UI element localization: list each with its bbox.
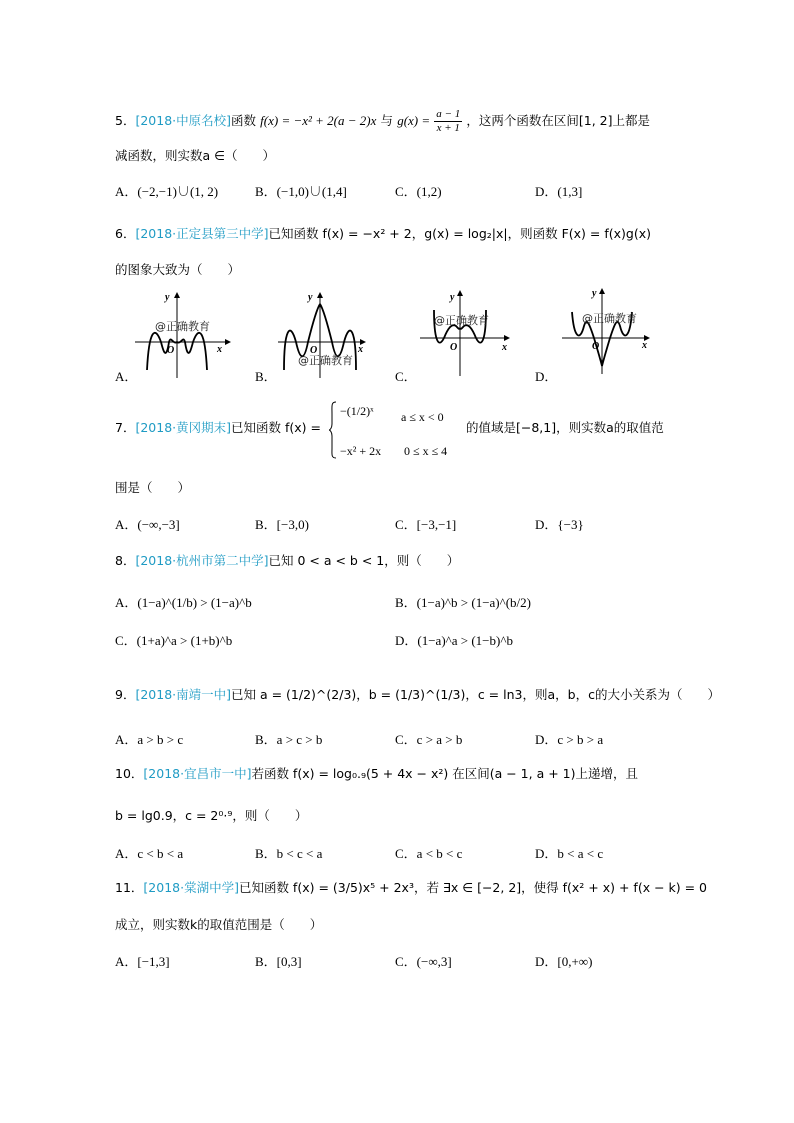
q9-line1 [115,685,720,703]
q5-source: [2018·中原名校] [135,113,231,128]
q6-source: [2018·正定县第三中学] [135,226,269,241]
graph-a-origin: O [167,345,175,356]
q10-option-d: D．b < a < c [535,846,604,861]
q9-option-b: B．a > c > b [255,732,323,747]
q7-cond2: 0 ≤ x ≤ 4 [404,444,448,458]
q7-option-c: C．[−3,−1] [395,517,457,532]
graph-b-watermark: @正确教育 [298,354,353,367]
q6-graph-c [420,288,520,382]
q8-line1 [115,551,459,569]
q11-option-b: B．[0,3] [255,954,302,969]
q5-text3: ，这两个函数在区间[1, 2]上都是 [466,113,650,128]
q11-text1: 已知函数 f(x) = (3/5)x⁵ + 2x³，若 ∃x ∈ [−2, 2]，使得 f(x² + x) + f(x − k) = 0 [238,880,708,895]
graph-a-curve-right [177,333,207,370]
q7-brace [328,400,338,460]
graph-d-watermark: @正确教育 [582,312,637,325]
graph-d-y-arrow [599,288,605,294]
q5-f: f(x) = −x² + 2(a − 2)x [260,113,377,128]
graph-b-svg [278,290,378,380]
graph-c-y-label: y [450,292,455,303]
q11-line2: 成立，则实数k的取值范围是（ ） [115,917,323,932]
q9-text1: 已知 a = (1/2)^(2/3)，b = (1/3)^(1/3)，c = ln3，则a，b，c的大小关系为（ ） [231,687,720,702]
q5-g-frac [434,108,462,135]
q10-source: [2018·宜昌市一中] [143,766,252,781]
q7-line2: 围是（ ） [115,480,191,495]
graph-a-svg [135,290,235,380]
graph-d-x-label: x [642,340,647,351]
q10-option-a: A．c < b < a [115,846,184,861]
q5-text1: 函数 [231,113,257,128]
q8-number: 8． [115,553,136,568]
q6-graph-b [278,290,378,384]
q7-piece2: −x² + 2x [340,444,382,458]
q10-text1: 若函数 f(x) = log₀.₉(5 + 4x − x²) 在区间(a − 1, a + 1)上递增，且 [251,766,638,781]
q6-option-c: C． [395,369,417,384]
q5-option-d: D．(1,3] [535,184,583,199]
q7-text2: 的值域是[−8,1]，则实数a的取值范 [466,420,664,435]
q7-piece1: −(1/2)ˣ [340,404,374,418]
graph-a-x-arrow [225,339,231,345]
q6-number: 6． [115,226,136,241]
q10-option-b: B．b < c < a [255,846,323,861]
q6-graph-d [562,286,662,380]
graph-b-y-arrow [317,292,323,298]
q7-option-b: B．[−3,0) [255,517,309,532]
q7-text1: 已知函数 f(x) = [231,420,321,435]
graph-c-y-arrow [457,290,463,296]
q11-option-a: A．[−1,3] [115,954,170,969]
q5-g-num: a − 1 [436,108,461,120]
q8-option-a: A．(1−a)^(1/b) > (1−a)^b [115,595,252,610]
q11-number: 11． [115,880,144,895]
q9-number: 9． [115,687,136,702]
q5-option-c: C．(1,2) [395,184,442,199]
q8-option-b: B．(1−a)^b > (1−a)^(b/2) [395,595,531,610]
graph-b-origin: O [310,345,318,356]
q5-text2: 与 [380,113,394,128]
q5-option-a: A．(−2,−1)∪(1, 2) [115,184,219,199]
q6-graph-a [135,290,235,384]
q10-line2: b = lg0.9，c = 2⁰·⁹，则（ ） [115,808,308,823]
q7-line1 [115,418,321,436]
q10-number: 10． [115,766,144,781]
q6-option-b: B． [255,369,277,384]
q5-number: 5． [115,113,136,128]
q7-brace-path [329,402,336,458]
q9-option-d: D．c > b > a [535,732,604,747]
q6-text1: 已知函数 f(x) = −x² + 2，g(x) = log₂|x|，则函数 F(x) = f(x)g(x) [268,226,651,241]
graph-a-watermark: @正确教育 [155,320,210,333]
q8-source: [2018·杭州市第二中学] [135,553,269,568]
graph-c-x-arrow [504,335,510,341]
graph-c-watermark: @正确教育 [434,314,489,327]
q11-option-d: D．[0,+∞) [535,954,593,969]
q7-option-d: D．{−3} [535,517,584,532]
graph-d-svg [562,286,662,376]
q11-option-c: C．(−∞,3] [395,954,452,969]
graph-b-x-label: x [358,344,363,355]
q9-source: [2018·南靖一中] [135,687,231,702]
q11-line1 [115,878,707,896]
q6-option-d: D． [535,369,558,384]
q11-source: [2018·棠湖中学] [143,880,239,895]
graph-a-x-label: x [217,344,222,355]
q7-option-a: A．(−∞,−3] [115,517,180,532]
graph-a-y-label: y [165,292,170,303]
q10-option-c: C．a < b < c [395,846,463,861]
q6-line1 [115,224,651,242]
q9-option-a: A．a > b > c [115,732,184,747]
q8-option-d: D．(1−a)^a > (1−b)^b [395,633,513,648]
graph-a-y-arrow [174,292,180,298]
graph-c-origin: O [450,342,458,353]
graph-c-x-label: x [502,342,507,353]
q6-line2: 的图象大致为（ ） [115,262,241,277]
q5-line2: 减函数，则实数a ∈（ ） [115,148,276,163]
q5-g-lhs: g(x) = [397,113,431,128]
q10-line1 [115,764,638,782]
q5-option-b: B．(−1,0)∪(1,4] [255,184,347,199]
q5-g-den: x + 1 [436,122,460,134]
graph-d-y-label: y [592,288,597,299]
q7-number: 7． [115,420,136,435]
q6-option-a: A． [115,369,138,384]
q8-text1: 已知 0 < a < b < 1，则（ ） [268,553,460,568]
graph-c-svg [420,288,520,378]
q5-line1 [115,108,650,135]
q8-option-c: C．(1+a)^a > (1+b)^b [115,633,233,648]
q7-source: [2018·黄冈期末] [135,420,231,435]
q7-cond1: a ≤ x < 0 [401,410,444,424]
graph-b-y-label: y [308,292,313,303]
graph-d-origin: O [592,341,600,352]
q9-option-c: C．c > a > b [395,732,463,747]
